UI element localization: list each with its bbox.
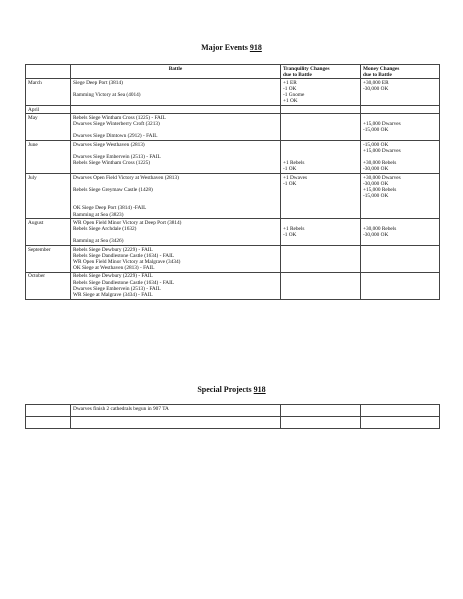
header-money xyxy=(361,65,440,79)
money-cell xyxy=(361,114,440,141)
project-text xyxy=(28,418,68,424)
major-events-body xyxy=(26,79,440,299)
tranquility-line: -1 Gnome xyxy=(283,92,305,99)
battle-line: Rebels Siege Dandlestone Castle (1634) - FAIL xyxy=(73,279,175,286)
header-label: Money Changes xyxy=(363,65,400,72)
month-cell xyxy=(26,246,71,273)
battle-line: Dwarves Siege Embervein (2513) - FAIL xyxy=(73,285,161,292)
money-line: +30,000 Rebels xyxy=(363,226,397,232)
table-row xyxy=(26,106,440,114)
special-projects-body xyxy=(26,405,440,429)
battle-line: Dwarves Open Field Victory at Westhaven (2813) xyxy=(73,174,179,181)
battle-line: OK Siege at Westhaven (2813) - FAIL xyxy=(73,265,155,272)
tranquility-line: +1 OK xyxy=(283,98,298,105)
battle-line: Rebels Siege Archdale (1632) xyxy=(73,226,137,232)
tranquility-line: -1 OK xyxy=(283,86,297,93)
project-cell xyxy=(361,417,440,429)
month-label: October xyxy=(28,273,46,280)
table-row xyxy=(26,141,440,174)
money-line: -30,000 OK xyxy=(363,232,389,239)
battle-line: Ramming at Sea (3823) xyxy=(73,211,124,218)
money-line xyxy=(363,133,437,139)
month-label: April xyxy=(28,106,40,113)
money-line: -30,000 OK xyxy=(363,166,389,173)
month-label: September xyxy=(28,246,51,253)
tranquility-line: +1 Rebels xyxy=(283,226,305,232)
table-header-row xyxy=(26,65,440,79)
table-row xyxy=(26,79,440,106)
battle-line: Ramming at Sea (3426) xyxy=(73,238,124,245)
project-cell xyxy=(26,417,71,429)
money-cell xyxy=(361,272,440,299)
battle-line: Dwarves Siege Westhaven (2813) xyxy=(73,141,145,148)
tranquility-line xyxy=(283,107,358,113)
battle-line: Dwarves Siege Embervein (2513) - FAIL xyxy=(73,153,161,160)
battle-cell xyxy=(71,114,281,141)
money-line: +30,000 Rebels xyxy=(363,160,397,167)
project-text xyxy=(283,406,358,412)
battle-line: Rebels Siege Wintham Cross (1225) - FAIL xyxy=(73,114,166,121)
money-line: -15,000 OK xyxy=(363,193,389,200)
money-line xyxy=(363,247,437,253)
battle-line xyxy=(73,107,278,113)
month-cell xyxy=(26,79,71,106)
money-line: +15,000 Dwarves xyxy=(363,147,401,154)
header-label: due to Battle xyxy=(283,71,312,78)
money-cell xyxy=(361,79,440,106)
battle-line: Rebels Siege Dandlestone Castle (1634) - FAIL xyxy=(73,252,175,259)
header-label: due to Battle xyxy=(363,71,392,78)
month-cell xyxy=(26,114,71,141)
battle-line: Rebels Siege Wintham Cross (1225) xyxy=(73,160,151,167)
tranquility-cell xyxy=(281,219,361,246)
header-battle xyxy=(71,65,281,79)
special-projects-title-text: Special Projects xyxy=(197,385,252,394)
special-projects-year: 918 xyxy=(253,385,266,394)
month-label: June xyxy=(28,141,38,148)
project-cell xyxy=(71,405,281,417)
money-line: -30,000 OK xyxy=(363,86,389,93)
tranquility-line: -1 OK xyxy=(283,180,297,187)
tranquility-cell xyxy=(281,141,361,174)
tranquility-cell xyxy=(281,106,361,114)
battle-cell xyxy=(71,272,281,299)
tranquility-cell xyxy=(281,79,361,106)
month-cell xyxy=(26,174,71,219)
money-line: +30,000 Dwarves xyxy=(363,174,401,181)
money-cell xyxy=(361,246,440,273)
money-line: +30,000 ER xyxy=(363,79,389,86)
table-row xyxy=(26,174,440,219)
battle-cell xyxy=(71,79,281,106)
money-cell xyxy=(361,219,440,246)
table-row xyxy=(26,417,440,429)
battle-line: Dwarves Siege Dimtown (2912) - FAIL xyxy=(73,133,158,140)
tranquility-line xyxy=(283,273,358,279)
month-label: March xyxy=(28,79,42,86)
month-cell xyxy=(26,219,71,246)
battle-line: Ramming Victory at Sea (4014) xyxy=(73,92,141,99)
battle-cell xyxy=(71,106,281,114)
battle-line: OK Siege Deep Port (3814) -FAIL xyxy=(73,205,147,212)
month-label: July xyxy=(28,174,37,181)
tranquility-line xyxy=(283,133,358,139)
project-text xyxy=(363,418,437,424)
project-cell xyxy=(26,405,71,417)
project-cell xyxy=(71,417,281,429)
money-line: +15,000 Dwarves xyxy=(363,121,401,127)
battle-line: WR Open Field Minor Victory at Deep Port (3814) xyxy=(73,219,182,226)
money-line: +15,000 Rebels xyxy=(363,186,397,193)
project-cell xyxy=(281,417,361,429)
battle-cell xyxy=(71,141,281,174)
tranquility-line xyxy=(283,247,358,253)
money-cell xyxy=(361,106,440,114)
tranquility-cell xyxy=(281,114,361,141)
month-label: May xyxy=(28,114,38,121)
major-events-title xyxy=(0,43,463,52)
project-text xyxy=(28,406,68,412)
battle-line: Siege Deep Port (3814) xyxy=(73,79,123,86)
major-events-title-text: Major Events xyxy=(201,43,248,52)
project-text: Dwarves finish 2 cathedrals begun in 907 TA xyxy=(73,405,169,412)
battle-line: Rebels Siege Dewbury (2229) - FAIL xyxy=(73,246,153,253)
tranquility-line: -1 OK xyxy=(283,232,297,239)
money-line xyxy=(363,107,437,113)
table-row xyxy=(26,246,440,273)
money-line: -30,000 OK xyxy=(363,180,389,187)
project-cell xyxy=(281,405,361,417)
month-cell xyxy=(26,272,71,299)
project-cell xyxy=(361,405,440,417)
table-row xyxy=(26,272,440,299)
special-projects-table xyxy=(25,404,440,429)
tranquility-cell xyxy=(281,272,361,299)
header-tranquility xyxy=(281,65,361,79)
tranquility-cell xyxy=(281,246,361,273)
tranquility-line: +1 ER xyxy=(283,79,297,86)
tranquility-line: +1 Dwaves xyxy=(283,174,308,181)
major-events-year: 918 xyxy=(249,43,262,52)
battle-cell xyxy=(71,174,281,219)
major-events-table xyxy=(25,64,440,300)
month-label: August xyxy=(28,219,44,226)
project-text xyxy=(283,418,358,424)
project-text xyxy=(73,418,278,424)
battle-line: WR Siege at Malgrave (3434) - FAIL xyxy=(73,291,153,298)
battle-line: Rebels Siege Greymaw Castle (1428) xyxy=(73,186,153,193)
tranquility-line: -1 OK xyxy=(283,166,297,173)
money-cell xyxy=(361,141,440,174)
tranquility-line: +1 Rebels xyxy=(283,160,305,167)
project-text xyxy=(363,406,437,412)
battle-line: Rebels Siege Dewbury (2229) - FAIL xyxy=(73,273,153,280)
battle-cell xyxy=(71,219,281,246)
battle-cell xyxy=(71,246,281,273)
money-line: -15,000 OK xyxy=(363,141,389,148)
battle-line: WR Open Field Minor Victory at Malgrave (3434) xyxy=(73,258,181,265)
table-row xyxy=(26,219,440,246)
month-cell xyxy=(26,106,71,114)
header-month xyxy=(26,65,71,79)
special-projects-title xyxy=(0,385,463,394)
money-line: -15,000 OK xyxy=(363,127,389,134)
tranquility-cell xyxy=(281,174,361,219)
header-label: Battle xyxy=(168,65,183,72)
money-line xyxy=(363,273,437,279)
battle-line: Dwarves Siege Winterberry Croft (3213) xyxy=(73,121,160,127)
money-cell xyxy=(361,174,440,219)
month-cell xyxy=(26,141,71,174)
table-row xyxy=(26,114,440,141)
table-row xyxy=(26,405,440,417)
header-label: Tranquility Changes xyxy=(283,65,330,72)
